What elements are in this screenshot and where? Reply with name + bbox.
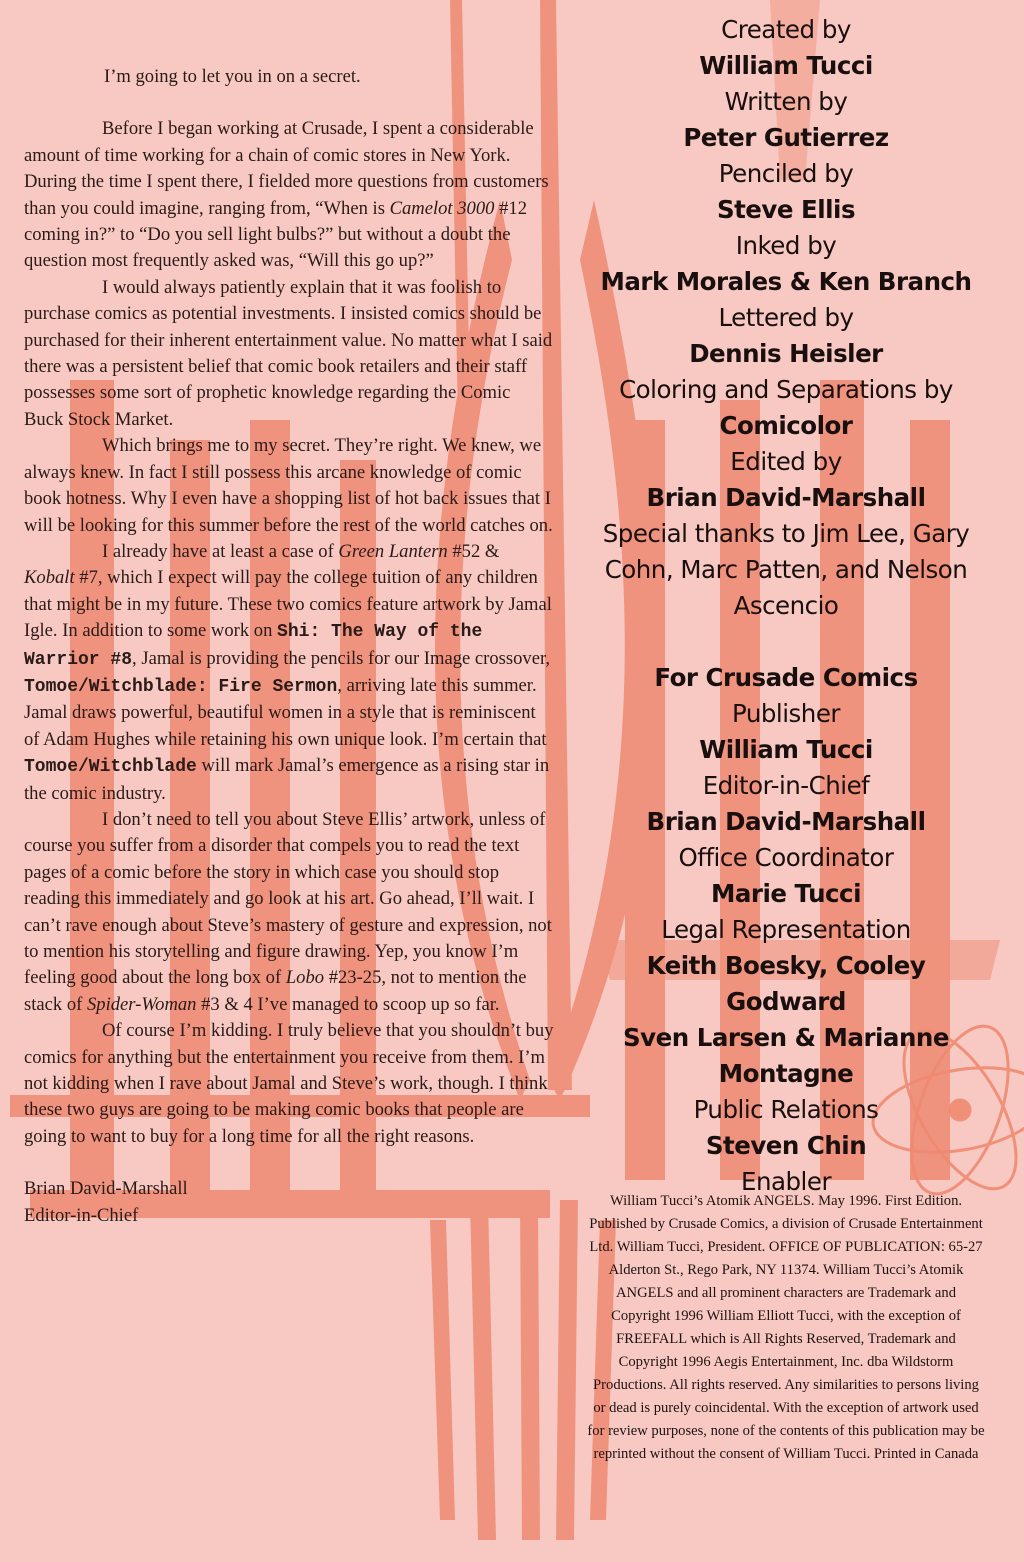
comic-title: Lobo xyxy=(285,967,325,989)
editorial-paragraph xyxy=(24,116,554,274)
editorial-opening: I’m going to let you in on a secret. xyxy=(104,66,361,87)
staff-role: Editor-in-Chief xyxy=(702,771,870,800)
comic-title: Tomoe/Witchblade: Fire Sermon xyxy=(24,676,338,697)
staff-name: Sven Larsen & Marianne Montagne xyxy=(623,1023,949,1088)
editorial-paragraph xyxy=(24,807,554,1018)
text-run: I don’t need to tell you about Steve Ellis’ artwork, unless of course you suffer from a disorder that compels you to read the text pages of a comic before the story in which case you should stop reading this immediately and go look at his art. Go ahead, I’ll wait. I can’t rave enough about Steve’s mastery of gesture and expression, not to mention his storytelling and figure drawing. Yep, you know I’m feeling good about the long box of xyxy=(24,808,552,989)
credit-name: Comicolor xyxy=(719,411,853,440)
text-run: #12 coming in?” to “Do you sell light bulbs?” but without a doubt the question most frequently asked was, “Will this go up?” xyxy=(24,197,527,272)
text-run: Before I began working at Crusade, I spent a considerable amount of time working for a chain of comic stores in New York. During the time I spent there, I fielded more questions from customers than you could imagine, ranging from, “When is xyxy=(24,118,549,219)
comic-title: Kobalt xyxy=(24,567,75,589)
credit-role: Lettered by xyxy=(718,303,854,332)
credits-column xyxy=(590,12,982,1200)
staff-role: Public Relations xyxy=(693,1095,879,1124)
comic-title: Shi: The Way of the Warrior #8 xyxy=(24,622,483,670)
staff-role: Enabler xyxy=(740,1167,832,1196)
editorial-paragraph: Of course I’m kidding. I truly believe that you shouldn’t buy comics for anything but the entertainment you receive from them. I’m not kidding when I rave about Jamal and Steve’s work, though. I think these two guys are going to be making comic books that people are going to want to buy for a long time for all the right reasons. xyxy=(24,1020,554,1147)
staff-name: William Tucci xyxy=(699,735,873,764)
comic-title: Tomoe/Witchblade xyxy=(24,757,197,778)
credit-name: Brian David-Marshall xyxy=(646,483,926,512)
text-run: #3 & 4 I’ve managed to scoop up so far. xyxy=(196,993,500,1015)
editorial-paragraph: Which brings me to my secret. They’re right. We knew, we always knew. In fact I still possess this arcane knowledge of comic book hotness. Why I even have a shopping list of hot back issues that I will be looking for this summer before the rest of the world catches on. xyxy=(24,435,553,536)
staff-heading: For Crusade Comics xyxy=(654,663,918,692)
comic-title: Spider-Woman xyxy=(87,993,197,1015)
editorial-column xyxy=(24,64,554,1229)
editorial-paragraph xyxy=(24,539,554,807)
text-run: #7, which I expect will pay the college tuition of any children that might be in my future. These two comics feature artwork by Jamal Igle. In addition to some work on xyxy=(24,567,552,642)
text-run: , arriving late this summer. Jamal draws powerful, beautiful women in a style that is reminiscent of Adam Hughes while retaining his own unique look. I’m certain that xyxy=(24,674,547,750)
staff-role: Publisher xyxy=(732,699,840,728)
comic-title: Camelot 3000 xyxy=(389,197,495,219)
staff-name: Keith Boesky, Cooley Godward xyxy=(646,951,926,1016)
text-run: , Jamal is providing the pencils for our Image crossover, xyxy=(132,647,551,669)
comic-title: Green Lantern xyxy=(338,540,448,562)
signature xyxy=(24,1176,554,1229)
staff-role: Legal Representation xyxy=(661,915,911,944)
special-thanks: Special thanks to Jim Lee, Gary Cohn, Marc Patten, and Nelson Ascencio xyxy=(602,519,970,620)
text-run: will mark Jamal’s emergence as a rising star in the comic industry. xyxy=(24,755,550,804)
staff-name: Marie Tucci xyxy=(711,879,861,908)
staff-name: Brian David-Marshall xyxy=(646,807,926,836)
signature-name: Brian David-Marshall xyxy=(24,1178,188,1200)
text-run: #23-25, not to mention the stack of xyxy=(24,967,527,1015)
text-run: I already have at least a case of xyxy=(102,540,339,562)
staff-name: Steven Chin xyxy=(705,1131,867,1160)
staff-role: Office Coordinator xyxy=(678,843,894,872)
credit-name: Peter Gutierrez xyxy=(683,123,889,152)
text-run: #52 & xyxy=(447,540,500,562)
credit-name: Dennis Heisler xyxy=(689,339,883,368)
credit-role: Created by xyxy=(721,15,851,44)
credit-name: Mark Morales & Ken Branch xyxy=(600,267,972,296)
credit-role: Edited by xyxy=(730,447,842,476)
signature-title: Editor-in-Chief xyxy=(24,1204,139,1226)
credit-role: Penciled by xyxy=(718,159,854,188)
credit-name: William Tucci xyxy=(699,51,873,80)
credit-role: Written by xyxy=(724,87,848,116)
credit-role: Coloring and Separations by xyxy=(619,375,953,404)
credit-name: Steve Ellis xyxy=(716,195,856,224)
editorial-paragraph: I would always patiently explain that it was foolish to purchase comics as potential investments. I insisted comics should be purchased for their inherent entertainment value. No matter what I said there was a persistent belief that comic book retailers and their staff possesses some sort of prophetic knowledge regarding the Comic Buck Stock Market. xyxy=(24,276,553,430)
colophon: William Tucci’s Atomik ANGELS. May 1996. First Edition. Published by Crusade Comics, a division of Crusade Entertainment Ltd. William Tucci, President. OFFICE OF PUBLICATION: 65-27 Alderton St., Rego Park, NY 11374. William Tucci’s Atomik ANGELS and all prominent characters are Trademark and Copyright 1996 William Elliott Tucci, with the exception of FREEFALL which is All Rights Reserved, Trademark and Copyright 1996 Aegis Entertainment, Inc. dba Wildstorm Productions. All rights reserved. Any similarities to persons living or dead is purely coincidental. With the exception of artwork used for review purposes, none of the contents of this publication may be reprinted without the consent of William Tucci. Printed in Canada xyxy=(587,1193,985,1462)
credit-role: Inked by xyxy=(735,231,837,260)
